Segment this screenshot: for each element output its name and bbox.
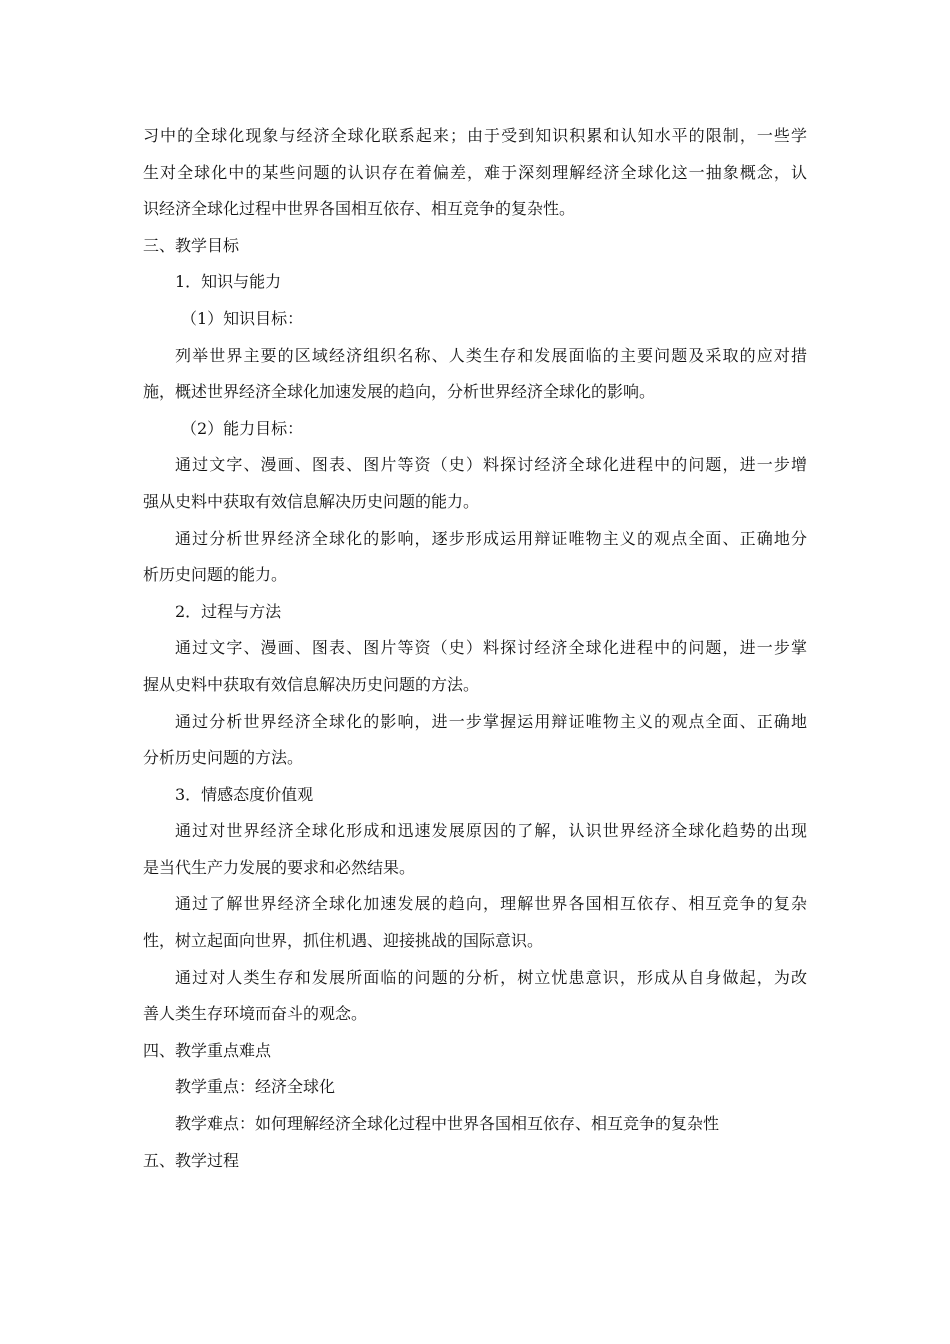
document-body [143, 118, 807, 1179]
text-line: 通过分析世界经济全球化的影响，进一步掌握运用辩证唯物主义的观点全面、正确地 [175, 711, 807, 731]
text-line: 握从史料中获取有效信息解决历史问题的方法。 [143, 674, 480, 694]
text-line: 通过分析世界经济全球化的影响，逐步形成运用辩证唯物主义的观点全面、正确地分 [175, 528, 807, 548]
subsection-heading: 3．情感态度价值观 [175, 784, 314, 804]
text-line: 列举世界主要的区域经济组织名称、人类生存和发展面临的主要问题及采取的应对措 [175, 345, 807, 365]
text-line: 通过对世界经济全球化形成和迅速发展原因的了解，认识世界经济全球化趋势的出现 [175, 821, 807, 841]
subsection-heading: 1．知识与能力 [175, 272, 282, 292]
text-line: 强从史料中获取有效信息解决历史问题的能力。 [143, 491, 480, 511]
text-line: 通过了解世界经济全球化加速发展的趋向，理解世界各国相互依存、相互竞争的复杂 [175, 894, 807, 914]
text-line: 施，概述世界经济全球化加速发展的趋向，分析世界经济全球化的影响。 [143, 382, 656, 402]
sub-subsection-heading: （1）知识目标： [181, 308, 304, 328]
text-line: 分析历史问题的方法。 [143, 748, 304, 768]
text-line: 通过文字、漫画、图表、图片等资（史）料探讨经济全球化进程中的问题，进一步掌 [175, 638, 807, 658]
section-heading: 五、教学过程 [143, 1150, 240, 1170]
text-line: 是当代生产力发展的要求和必然结果。 [143, 857, 416, 877]
text-line: 识经济全球化过程中世界各国相互依存、相互竞争的复杂性。 [143, 199, 576, 219]
sub-subsection-heading: （2）能力目标： [181, 418, 304, 438]
text-line: 性，树立起面向世界，抓住机遇、迎接挑战的国际意识。 [143, 931, 544, 951]
text-line: 教学重点：经济全球化 [175, 1077, 336, 1097]
text-line: 习中的全球化现象与经济全球化联系起来；由于受到知识积累和认知水平的限制，一些学 [143, 126, 807, 145]
text-line: 析历史问题的能力。 [143, 565, 288, 585]
text-line: 教学难点：如何理解经济全球化过程中世界各国相互依存、相互竞争的复杂性 [175, 1114, 720, 1134]
text-line: 通过对人类生存和发展所面临的问题的分析，树立忧患意识，形成从自身做起，为改 [175, 967, 807, 987]
text-line: 善人类生存环境而奋斗的观念。 [143, 1004, 368, 1024]
section-heading: 三、教学目标 [143, 235, 240, 255]
subsection-heading: 2．过程与方法 [175, 601, 282, 621]
section-heading: 四、教学重点难点 [143, 1040, 272, 1060]
text-line: 通过文字、漫画、图表、图片等资（史）料探讨经济全球化进程中的问题，进一步增 [175, 455, 807, 475]
text-line: 生对全球化中的某些问题的认识存在着偏差，难于深刻理解经济全球化这一抽象概念，认 [143, 162, 807, 182]
